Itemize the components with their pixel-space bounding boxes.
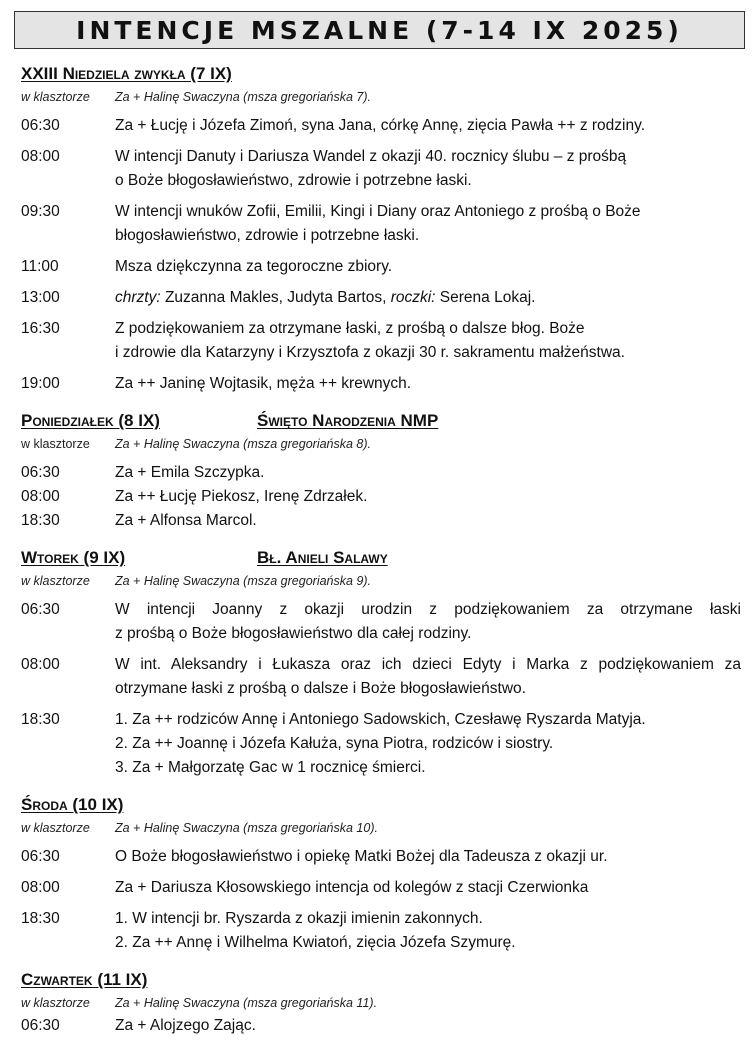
mass-time: 16:30	[21, 320, 60, 337]
mass-row	[21, 509, 741, 533]
mass-row	[21, 461, 741, 485]
mass-intention: 2. Za ++ Joannę i Józefa Kałuża, syna Piotra, rodziców i siostry.	[115, 735, 554, 752]
mass-time: 06:30	[21, 464, 60, 481]
day-heading: Środa (10 IX)	[21, 795, 124, 814]
day-section-sunday	[21, 62, 741, 86]
mass-row	[21, 1014, 741, 1038]
mass-row	[21, 372, 741, 396]
mass-row	[21, 876, 741, 900]
monastery-text: Za + Halinę Swaczyna (msza gregoriańska 11).	[115, 996, 378, 1010]
chrzty-names: Zuzanna Makles, Judyta Bartos,	[160, 289, 391, 306]
mass-time: 06:30	[21, 1017, 60, 1034]
mass-time: 06:30	[21, 848, 60, 865]
day-section-thursday	[21, 968, 741, 992]
mass-intention: W intencji wnuków Zofii, Emilii, Kingi i Diany oraz Antoniego z prośbą o Boże	[115, 203, 641, 220]
mass-time: 06:30	[21, 601, 60, 618]
mass-intention	[115, 286, 741, 310]
monastery-label: w klasztorze	[21, 821, 90, 835]
mass-intention: Za + Alojzego Zając.	[115, 1017, 256, 1034]
mass-intention: błogosławieństwo, zdrowie i potrzebne łaski.	[115, 227, 420, 244]
mass-intention: 1. W intencji br. Ryszarda z okazji imienin zakonnych.	[115, 910, 483, 927]
mass-intention: O Boże błogosławieństwo i opiekę Matki Bożej dla Tadeusza z okazji ur.	[115, 848, 608, 865]
mass-row	[21, 653, 741, 701]
day-heading: Czwartek (11 IX)	[21, 970, 148, 989]
page-title: INTENCJE MSZALNE (7-14 IX 2025)	[76, 15, 683, 45]
mass-intention: 1. Za ++ rodziców Annę i Antoniego Sadowskich, Czesławę Ryszarda Matyja.	[115, 711, 646, 728]
monastery-row	[21, 86, 741, 108]
intentions-list	[21, 62, 741, 1038]
monastery-row	[21, 817, 741, 839]
mass-time: 18:30	[21, 711, 60, 728]
day-heading: Poniedziałek (8 IX)	[21, 411, 160, 430]
roczki-label: roczki:	[390, 289, 436, 306]
mass-time: 09:30	[21, 203, 60, 220]
day-heading: Wtorek (9 IX)	[21, 548, 126, 567]
monastery-row	[21, 433, 741, 455]
title-box	[14, 11, 745, 49]
mass-time: 18:30	[21, 910, 60, 927]
mass-intention: otrzymane łaski z prośbą o dalsze i Boże błogosławieństwo.	[115, 680, 526, 697]
mass-row	[21, 485, 741, 509]
mass-time: 13:00	[21, 289, 60, 306]
roczki-names: Serena Lokaj.	[435, 289, 536, 306]
mass-intention: Za ++ Łucję Piekosz, Irenę Zdrzałek.	[115, 488, 368, 505]
monastery-row	[21, 570, 741, 592]
mass-intention: 2. Za ++ Annę i Wilhelma Kwiatoń, zięcia Józefa Szymurę.	[115, 934, 516, 951]
mass-intention: Za + Alfonsa Marcol.	[115, 512, 257, 529]
monastery-text: Za + Halinę Swaczyna (msza gregoriańska 8).	[115, 437, 372, 451]
feast-name: Święto Narodzenia NMP	[257, 411, 439, 430]
mass-time: 08:00	[21, 879, 60, 896]
monastery-text: Za + Halinę Swaczyna (msza gregoriańska 10).	[115, 821, 378, 835]
mass-row	[21, 114, 741, 138]
mass-row	[21, 255, 741, 279]
mass-time: 11:00	[21, 258, 59, 275]
mass-intention: 3. Za + Małgorzatę Gac w 1 rocznicę śmierci.	[115, 759, 426, 776]
mass-intention: Za ++ Janinę Wojtasik, męża ++ krewnych.	[115, 375, 412, 392]
day-section-monday	[21, 409, 741, 433]
mass-intention: Za + Łucję i Józefa Zimoń, syna Jana, córkę Annę, zięcia Pawła ++ z rodziny.	[115, 117, 645, 134]
mass-intention: Z podziękowaniem za otrzymane łaski, z prośbą o dalsze błog. Boże	[115, 320, 585, 337]
mass-time: 18:30	[21, 512, 60, 529]
mass-intention: Za + Dariusza Kłosowskiego intencja od kolegów z stacji Czerwionka	[115, 879, 589, 896]
mass-row	[21, 317, 741, 365]
day-heading: XXIII Niedziela zwykła (7 IX)	[21, 64, 232, 83]
mass-intention: Msza dziękczynna za tegoroczne zbiory.	[115, 258, 393, 275]
mass-row	[21, 286, 741, 310]
mass-row	[21, 845, 741, 869]
monastery-label: w klasztorze	[21, 574, 90, 588]
mass-row	[21, 200, 741, 248]
mass-time: 08:00	[21, 488, 60, 505]
mass-row	[21, 708, 741, 780]
mass-row	[21, 598, 741, 646]
mass-time: 08:00	[21, 148, 60, 165]
mass-time: 06:30	[21, 117, 60, 134]
monastery-row	[21, 992, 741, 1014]
mass-row	[21, 907, 741, 955]
chrzty-label: chrzty:	[115, 289, 161, 306]
mass-intention: Za + Emila Szczypka.	[115, 464, 265, 481]
monastery-label: w klasztorze	[21, 437, 90, 451]
day-section-wednesday	[21, 793, 741, 817]
monastery-text: Za + Halinę Swaczyna (msza gregoriańska 9).	[115, 574, 372, 588]
mass-intention: o Boże błogosławieństwo, zdrowie i potrzebne łaski.	[115, 172, 472, 189]
monastery-text: Za + Halinę Swaczyna (msza gregoriańska 7).	[115, 90, 372, 104]
mass-intention: W int. Aleksandry i Łukasza oraz ich dzieci Edyty i Marka z podziękowaniem za	[115, 656, 741, 673]
mass-intention: W intencji Danuty i Dariusza Wandel z okazji 40. rocznicy ślubu – z prośbą	[115, 148, 627, 165]
mass-intention: W intencji Joanny z okazji urodzin z podziękowaniem za otrzymane łaski	[115, 601, 741, 618]
mass-time: 19:00	[21, 375, 60, 392]
monastery-label: w klasztorze	[21, 996, 90, 1010]
mass-time: 08:00	[21, 656, 60, 673]
mass-intention: i zdrowie dla Katarzyny i Krzysztofa z okazji 30 r. sakramentu małżeństwa.	[115, 344, 625, 361]
mass-row	[21, 145, 741, 193]
monastery-label: w klasztorze	[21, 90, 90, 104]
mass-intention: z prośbą o Boże błogosławieństwo dla całej rodziny.	[115, 625, 472, 642]
day-section-tuesday	[21, 546, 741, 570]
feast-name: Bł. Anieli Salawy	[257, 548, 388, 567]
